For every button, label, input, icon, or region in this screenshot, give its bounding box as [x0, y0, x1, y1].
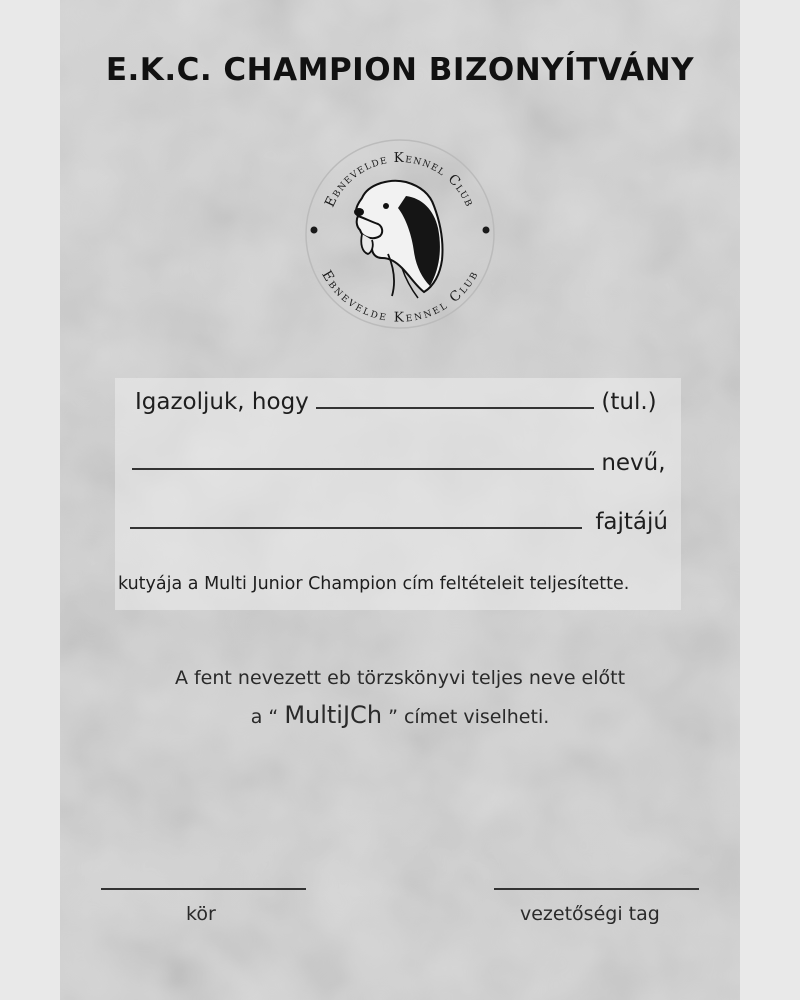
dog-name-blank[interactable]: [132, 450, 594, 470]
svg-text:Ebnevelde Kennel Club: [318, 268, 481, 326]
right-signature-line[interactable]: [494, 888, 699, 890]
statement-line-1: A fent nevezett eb törzskönyvi teljes neve előtt: [174, 667, 626, 689]
champion-title-code: MultiJCh: [284, 701, 383, 729]
dog-name-suffix-label: nevű,: [601, 450, 666, 476]
statement-suffix: ” címet viselheti.: [388, 706, 550, 728]
dog-head-icon: [354, 181, 443, 298]
seal-upper-text: Ebnevelde Kennel Club: [321, 149, 479, 210]
owner-prefix-label: Igazoljuk, hogy: [135, 389, 309, 415]
certificate-title: E.K.C. CHAMPION BIZONYÍTVÁNY: [105, 52, 695, 88]
statement-line-2: [0, 701, 800, 729]
seal-lower-text: Ebnevelde Kennel Club: [318, 267, 482, 326]
seal-dot-left: [311, 227, 318, 234]
left-signature-label: kör: [186, 903, 216, 925]
breed-suffix-label: fajtájú: [595, 509, 668, 535]
owner-suffix-label: (tul.): [601, 389, 657, 415]
breed-blank[interactable]: [130, 509, 582, 529]
form-completion-text: kutyája a Multi Junior Champion cím feltételeit teljesítette.: [118, 574, 630, 594]
club-seal-logo: [302, 136, 498, 332]
form-line-dog-name: [132, 450, 666, 476]
right-signature-label: vezetőségi tag: [520, 903, 660, 925]
left-signature-line[interactable]: [101, 888, 306, 890]
owner-blank[interactable]: [316, 389, 594, 409]
statement-prefix: a “: [250, 706, 279, 728]
form-line-breed: [130, 509, 668, 535]
seal-dot-right: [483, 227, 490, 234]
form-line-owner: [135, 389, 657, 415]
